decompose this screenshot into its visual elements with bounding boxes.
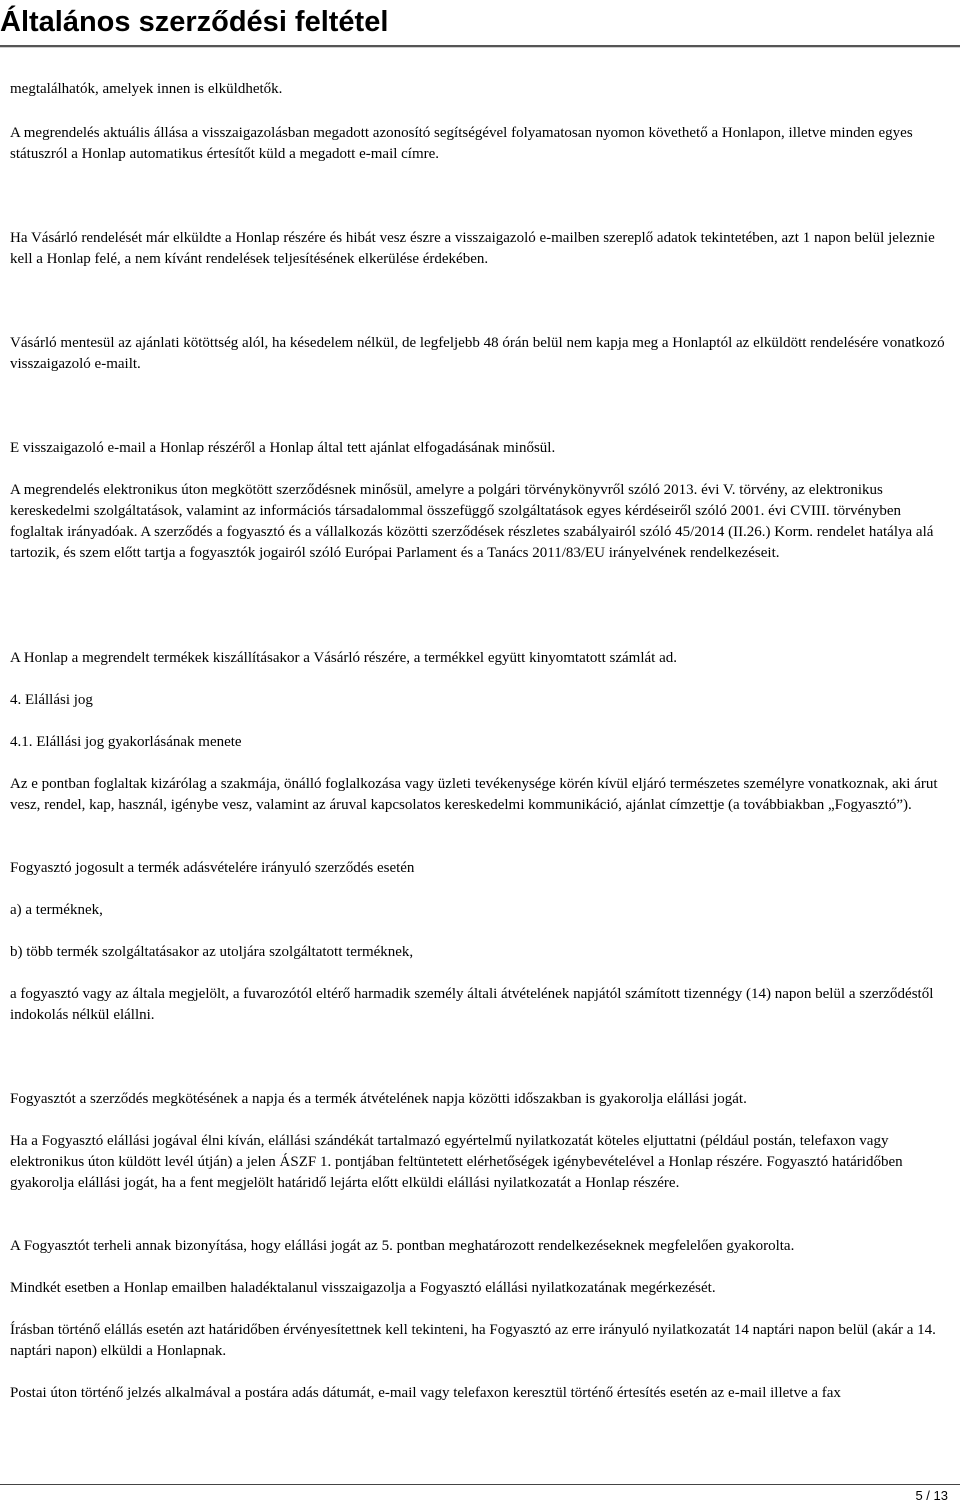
- paragraph-2: A megrendelés aktuális állása a visszaigazolásban megadott azonosító segítségével folyamatosan nyomon követhető a Honlapon, illetve minden egyes státuszról a Honlap automatikus értesítőt küld a megadott e-mail címre.: [10, 125, 913, 162]
- paragraph-6: A megrendelés elektronikus úton megkötött szerződésnek minősül, amelyre a polgári törvénykönyvről szóló 2013. évi V. törvény, az elektronikus kereskedelmi szolgáltatások, valamint az információs társadalommal összefüggő szolgáltatások egyes kérdéseiről szóló 2001. évi CVIII. törvényben foglaltak irányadóak. A szerződés a fogyasztó és a vállalkozás közötti szerződések részletes szabályairól szóló 45/2014 (II.26.) Korm. rendelet hatálya alá tartozik, és szem előtt tartja a fogyasztók jogairól szóló Európai Parlament és a Tanács 2011/83/EU irányelvének rendelkezéseit.: [10, 482, 934, 561]
- page-title: Általános szerződési feltétel: [0, 6, 389, 38]
- paragraph-8: Az e pontban foglaltak kizárólag a szakmája, önálló foglalkozása vagy üzleti tevékenysége körén kívül eljáró természetes személyre vonatkoznak, aki árut vesz, rendel, kap, használ, igénybe vesz, valamint az áruval kapcsolatos kereskedelmi kommunikáció, ajánlat címzettje (a továbbiakban „Fogyasztó”).: [10, 776, 938, 813]
- paragraph-14: Mindkét esetben a Honlap emailben haladéktalanul visszaigazolja a Fogyasztó elállási nyilatkozatának megérkezését.: [10, 1280, 716, 1296]
- page-number: 5 / 13: [915, 1488, 948, 1503]
- paragraph-12: Ha a Fogyasztó elállási jogával élni kíván, elállási szándékát tartalmazó egyértelmű nyilatkozatát köteles eljuttatni (például postán, telefaxon vagy elektronikus úton küldött levél útján) a jelen ÁSZF 1. pontjában feltüntetett elérhetőségek igénybevételével a Honlap részére. Fogyasztó határidőben gyakorolja elállási jogát, ha a fent megjelölt határidő lejárta előtt elküldi elállási nyilatkozatát a Honlap részére.: [10, 1133, 903, 1191]
- paragraph-11: Fogyasztót a szerződés megkötésének a napja és a termék átvételének napja közötti időszakban is gyakorolja elállási jogát.: [10, 1091, 747, 1107]
- paragraph-16: Postai úton történő jelzés alkalmával a postára adás dátumát, e-mail vagy telefaxon keresztül történő értesítés esetén az e-mail illetve a fax: [10, 1385, 841, 1401]
- paragraph-10: a fogyasztó vagy az általa megjelölt, a fuvarozótól eltérő harmadik személy általi átvételének napjától számított tizennégy (14) napon belül a szerződéstől indokolás nélkül elállni.: [10, 986, 934, 1023]
- paragraph-1: megtalálhatók, amelyek innen is elküldhetők.: [10, 81, 283, 97]
- footer-divider: [0, 1484, 960, 1485]
- paragraph-5: E visszaigazoló e-mail a Honlap részéről a Honlap által tett ajánlat elfogadásának minősül.: [10, 440, 556, 456]
- list-item-a: a) a terméknek,: [10, 902, 103, 918]
- title-divider: [0, 45, 960, 48]
- paragraph-9: Fogyasztó jogosult a termék adásvételére irányuló szerződés esetén: [10, 860, 415, 876]
- paragraph-13: A Fogyasztót terheli annak bizonyítása, hogy elállási jogát az 5. pontban meghatározott rendelkezéseknek megfelelően gyakorolta.: [10, 1238, 795, 1254]
- section-heading-4-1: 4.1. Elállási jog gyakorlásának menete: [10, 734, 242, 750]
- paragraph-4: Vásárló mentesül az ajánlati kötöttség alól, ha késedelem nélkül, de legfeljebb 48 órán belül nem kapja meg a Honlaptól az elküldött rendelésére vonatkozó visszaigazoló e-mailt.: [10, 335, 945, 372]
- list-item-b: b) több termék szolgáltatásakor az utoljára szolgáltatott terméknek,: [10, 944, 414, 960]
- paragraph-7: A Honlap a megrendelt termékek kiszállításakor a Vásárló részére, a termékkel együtt kinyomtatott számlát ad.: [10, 650, 677, 666]
- section-heading-4: 4. Elállási jog: [10, 692, 93, 708]
- paragraph-15: Írásban történő elállás esetén azt határidőben érvényesítettnek kell tekinteni, ha Fogyasztó az erre irányuló nyilatkozatát 14 naptári napon belül (akár a 14. naptári napon) elküldi a Honlapnak.: [10, 1322, 936, 1359]
- paragraph-3: Ha Vásárló rendelését már elküldte a Honlap részére és hibát vesz észre a visszaigazoló e-mailben szereplő adatok tekintetében, azt 1 napon belül jeleznie kell a Honlap felé, a nem kívánt rendelések teljesítésének elkerülése érdekében.: [10, 230, 935, 267]
